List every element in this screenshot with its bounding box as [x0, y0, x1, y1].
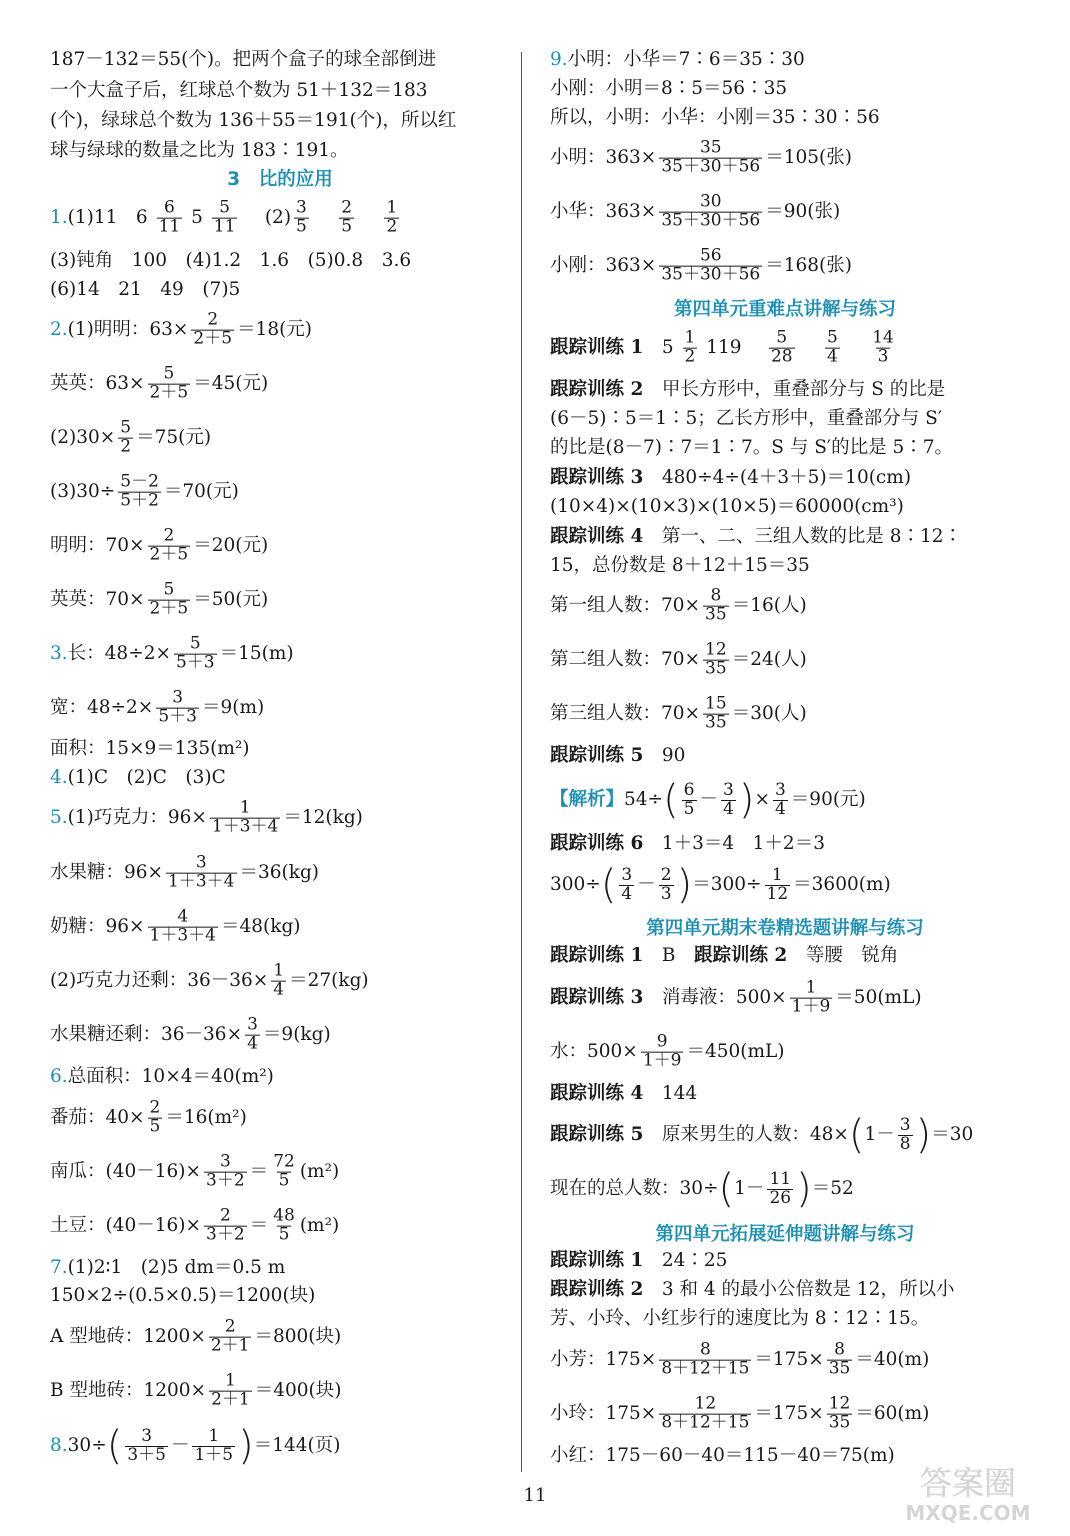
q5-line-e: 水果糖还剩：36－36× $\frac{3}{4}$ ＝9(kg): [50, 1014, 331, 1054]
x1-line: 跟踪训练 1 24∶25: [550, 1249, 728, 1271]
q3-line-b: 宽：48÷2× $\frac{3}{5+3}$ ＝9(m): [50, 687, 265, 727]
q2-line-f: 英英：70× $\frac{5}{2+5}$ ＝50(元): [50, 579, 269, 619]
q1-line-1: 1.(1)11 6 $\frac{6}{11}$ 5 $\frac{5}{11}$ (2) $\frac{3}{5}$ $\frac{2}{5}$ $\frac{1}{2}$: [50, 197, 398, 237]
x2-line-c: 小红：175－60－40＝115－40＝75(m): [550, 1444, 895, 1466]
fraction: $\frac{2}{5}$: [341, 197, 353, 237]
q9-line-e: 小华：363× $\frac{30}{35+30+56}$ ＝90(张): [550, 191, 841, 231]
t4-line-a: 第一组人数：70× $\frac{8}{35}$ ＝16(人): [550, 585, 807, 625]
fraction: $\frac{5}{11}$: [213, 197, 236, 237]
fraction: $\frac{11}{26}$: [769, 1168, 792, 1208]
unit4-key-heading: 第四单元重难点讲解与练习: [673, 299, 896, 320]
fraction: $\frac{1}{1+3+4}$: [211, 797, 279, 837]
fraction: $\frac{1}{1+9}$: [791, 977, 831, 1017]
q9-line-b: 小刚：小明＝8∶5＝56∶35: [550, 77, 788, 99]
unit4-extension-heading: 第四单元拓展延伸题讲解与练习: [655, 1224, 915, 1245]
fraction: $\frac{8}{35}$: [705, 585, 727, 625]
watermark-logo: [880, 1458, 1055, 1528]
fraction: $\frac{1}{2}$: [386, 197, 398, 237]
q7-line-d: B 型地砖：1200× $\frac{1}{2+1}$ ＝400(块): [50, 1370, 342, 1410]
q5-line-c: 奶糖：96× $\frac{4}{1+3+4}$ ＝48(kg): [50, 906, 301, 946]
fraction: $\frac{56}{35+30+56}$: [661, 245, 761, 285]
q5-line-a: 5.(1)巧克力：96× $\frac{1}{1+3+4}$ ＝12(kg): [50, 797, 363, 837]
t6-line-1: 跟踪训练 6 1＋3＝4 1＋2＝3: [550, 832, 825, 854]
q6-line-d: 土豆：(40－16)× $\frac{2}{3+2}$ ＝ $\frac{48}{5}$ (m²): [50, 1205, 340, 1245]
fraction: $\frac{3}{3+5}$: [127, 1425, 166, 1465]
fraction: $\frac{72}{5}$: [273, 1151, 295, 1191]
q6-line-b: 番茄：40× $\frac{2}{5}$ ＝16(m²): [50, 1097, 247, 1137]
fraction: $\frac{4}{1+3+4}$: [149, 906, 216, 946]
x2-line-a: 小芳：175× $\frac{8}{8+12+15}$ ＝175× $\frac{8}{35}$ ＝40(m): [550, 1339, 930, 1379]
fraction: $\frac{3}{4}$: [621, 864, 633, 904]
q9-line-c: 所以，小明：小华：小刚＝35∶30∶56: [550, 106, 880, 128]
t3-line-1: 跟踪训练 3 480÷4÷(4＋3＋5)＝10(cm): [550, 466, 912, 488]
fraction: $\frac{2}{2+1}$: [210, 1316, 250, 1356]
t5-line: 跟踪训练 5 90: [550, 744, 686, 766]
fraction: $\frac{35}{35+30+56}$: [661, 137, 761, 177]
t4-line-2: 15，总份数是 8＋12＋15＝35: [550, 554, 810, 576]
fraction: $\frac{15}{35}$: [705, 693, 727, 733]
fraction: $\frac{6}{5}$: [683, 779, 695, 819]
q7-line-b: 150×2÷(0.5×0.5)＝1200(块): [50, 1284, 316, 1306]
fraction: $\frac{1}{2+1}$: [211, 1370, 250, 1410]
unit4-exam-heading: 第四单元期末卷精选题讲解与练习: [646, 918, 924, 939]
q2-line-b: 英英：63× $\frac{5}{2+5}$ ＝45(元): [50, 363, 269, 403]
fraction: $\frac{1}{2}$: [684, 327, 696, 367]
e5-line-a: 跟踪训练 5 原来男生的人数：48×(1－ $\frac{3}{8}$ )＝30: [550, 1112, 974, 1158]
fraction: $\frac{2}{2+5}$: [193, 309, 233, 349]
fraction: $\frac{12}{35}$: [828, 1393, 851, 1433]
t4-line-b: 第二组人数：70× $\frac{12}{35}$ ＝24(人): [550, 639, 807, 679]
fraction: $\frac{12}{35}$: [705, 639, 727, 679]
fraction: $\frac{5}{28}$: [770, 327, 793, 367]
t3-line-2: (10×4)×(10×3)×(10×5)＝60000(cm³): [550, 495, 904, 517]
q7-line-a: 7.(1)2∶1 (2)5 dm＝0.5 m: [50, 1256, 286, 1278]
fraction: $\frac{2}{5}$: [149, 1097, 161, 1137]
q2-line-e: 明明：70× $\frac{2}{2+5}$ ＝20(元): [50, 525, 269, 565]
fraction: $\frac{3}{5}$: [296, 197, 307, 237]
fraction: $\frac{3}{1+3+4}$: [168, 852, 235, 892]
fraction: $\frac{2}{2+5}$: [149, 525, 189, 565]
q9-line-f: 小刚：363× $\frac{56}{35+30+56}$ ＝168(张): [550, 245, 852, 285]
fraction: $\frac{1}{1+5}$: [194, 1425, 234, 1465]
q4-line: 4.(1)C (2)C (3)C: [50, 766, 226, 788]
intro-line-4: 球与绿球的数量之比为 183∶191。: [50, 139, 349, 161]
watermark-text-2: MXQE.COM: [905, 1501, 1031, 1525]
t2-line-1: 跟踪训练 2 甲长方形中，重叠部分与 S 的比是: [550, 378, 946, 400]
fraction: $\frac{3}{3+2}$: [206, 1151, 245, 1191]
watermark-text-1: 答案圈: [919, 1464, 1017, 1502]
intro-line-3: (个)，绿球总个数为 136＋55＝191(个)，所以红: [50, 109, 457, 131]
x2-line-1: 跟踪训练 2 3 和 4 的最小公倍数是 12，所以小: [550, 1278, 955, 1300]
e1-line: 跟踪训练 1 B 跟踪训练 2 等腰 锐角: [550, 944, 899, 966]
q2-line-d: (3)30÷ $\frac{5-2}{5+2}$ ＝70(元): [50, 471, 239, 511]
q6-line-c: 南瓜：(40－16)× $\frac{3}{3+2}$ ＝ $\frac{72}{5}$ (m²): [50, 1151, 340, 1191]
q7-line-c: A 型地砖：1200× $\frac{2}{2+1}$ ＝800(块): [50, 1316, 342, 1356]
page-number: 11: [523, 1485, 547, 1506]
q2-line-c: (2)30× $\frac{5}{2}$ ＝75(元): [50, 417, 212, 457]
fraction: $\frac{3}{4}$: [774, 779, 786, 819]
fraction: $\frac{5}{2+5}$: [149, 363, 189, 403]
fraction: $\frac{3}{8}$: [899, 1114, 911, 1154]
intro-line-1: 187－132＝55(个)。把两个盒子的球全部倒进: [50, 48, 437, 70]
fraction: $\frac{1}{12}$: [766, 864, 789, 904]
fraction: $\frac{8}{35}$: [828, 1339, 851, 1379]
fraction: $\frac{8}{8+12+15}$: [661, 1339, 750, 1379]
column-divider: [521, 52, 522, 1472]
e5-line-b: 现在的总人数：30÷(1－ $\frac{11}{26}$ )＝52: [550, 1166, 854, 1212]
t2-line-2: (6－5)∶5＝1∶5；乙长方形中，重叠部分与 S′: [550, 407, 943, 429]
fraction: $\frac{9}{1+9}$: [642, 1031, 682, 1071]
q9-line-d: 小明：363× $\frac{35}{35+30+56}$ ＝105(张): [550, 137, 852, 177]
q3-line-a: 3.长：48÷2× $\frac{5}{5+3}$ ＝15(m): [50, 633, 294, 673]
q6-line-a: 6.总面积：10×4＝40(m²): [50, 1065, 274, 1087]
t4-line-c: 第三组人数：70× $\frac{15}{35}$ ＝30(人): [550, 693, 807, 733]
fraction: $\frac{5}{4}$: [826, 327, 838, 367]
fraction: $\frac{48}{5}$: [273, 1205, 295, 1245]
q1-line-3: (6)14 21 49 (7)5: [50, 278, 241, 300]
section-heading: 3 比的应用: [227, 169, 333, 190]
fraction: $\frac{2}{3+2}$: [206, 1205, 245, 1245]
t4-line-1: 跟踪训练 4 第一、二、三组人数的比是 8∶12∶: [550, 525, 963, 547]
fraction: $\frac{3}{5+3}$: [158, 687, 197, 727]
fraction: $\frac{5}{5+3}$: [175, 633, 215, 673]
fraction: $\frac{30}{35+30+56}$: [661, 191, 761, 231]
fraction: $\frac{6}{11}$: [158, 197, 181, 237]
e4-line: 跟踪训练 4 144: [550, 1082, 698, 1104]
intro-line-2: 一个大盒子后，红球总个数为 51＋132＝183: [50, 79, 428, 101]
q1-line-2: (3)钝角 100 (4)1.2 1.6 (5)0.8 3.6: [50, 249, 412, 271]
t6-line-2: 300÷( $\frac{3}{4}$ － $\frac{2}{3}$ )＝300÷ $\frac{1}{12}$ ＝3600(m): [550, 862, 891, 908]
x2-line-b: 小玲：175× $\frac{12}{8+12+15}$ ＝175× $\frac{12}{35}$ ＝60(m): [550, 1393, 930, 1433]
jiexi-line: 【解析】54÷( $\frac{6}{5}$ － $\frac{3}{4}$ )× $\frac{3}{4}$ ＝90(元): [550, 777, 866, 823]
q8-line: 8.30÷( $\frac{3}{3+5}$ － $\frac{1}{1+5}$ )＝144(页): [50, 1423, 341, 1469]
fraction: $\frac{2}{3}$: [660, 864, 672, 904]
q3-line-c: 面积：15×9＝135(m²): [50, 737, 250, 759]
fraction: $\frac{5}{2}$: [120, 417, 132, 457]
e3-line-a: 跟踪训练 3 消毒液：500× $\frac{1}{1+9}$ ＝50(mL): [550, 977, 922, 1017]
fraction: $\frac{1}{4}$: [273, 960, 285, 1000]
e3-line-b: 水：500× $\frac{9}{1+9}$ ＝450(mL): [550, 1031, 785, 1071]
fraction: $\frac{5}{2+5}$: [149, 579, 189, 619]
q2-line-a: 2.(1)明明：63× $\frac{2}{2+5}$ ＝18(元): [50, 309, 313, 349]
fraction: $\frac{12}{8+12+15}$: [661, 1393, 750, 1433]
q5-line-b: 水果糖：96× $\frac{3}{1+3+4}$ ＝36(kg): [50, 852, 320, 892]
fraction: $\frac{14}{3}$: [872, 327, 894, 367]
fraction: $\frac{5-2}{5+2}$: [120, 471, 159, 511]
q5-line-d: (2)巧克力还剩：36－36× $\frac{1}{4}$ ＝27(kg): [50, 960, 369, 1000]
fraction: $\frac{3}{4}$: [723, 779, 734, 819]
fraction: $\frac{3}{4}$: [247, 1014, 258, 1054]
q9-line-a: 9.小明：小华＝7∶6＝35∶30: [550, 48, 805, 70]
t2-line-3: 的比是(8－7)∶7＝1∶7。S 与 S′的比是 5∶7。: [550, 436, 954, 458]
t1-line: 跟踪训练 1 5 $\frac{1}{2}$ 119 $\frac{5}{28}$ $\frac{5}{4}$ $\frac{14}{3}$: [550, 327, 894, 367]
x2-line-2: 芳、小玲、小红步行的速度比为 8∶12∶15。: [550, 1307, 930, 1329]
